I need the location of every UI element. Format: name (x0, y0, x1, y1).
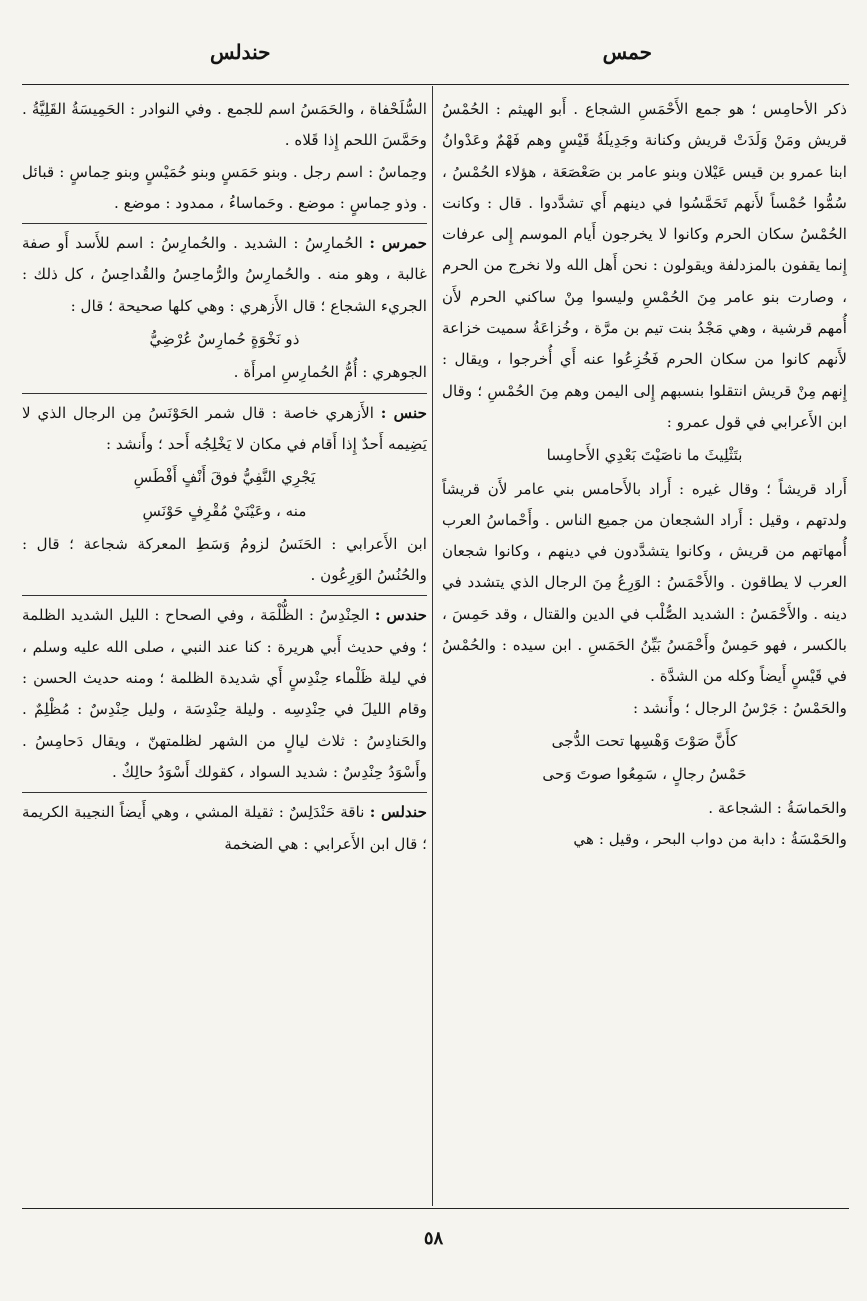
left-column (22, 94, 427, 1204)
entry-handalis (22, 797, 427, 860)
entry-hamras (22, 228, 427, 322)
verse-line: بتَثْلِيثَ ما ناصَيْتَ بَعْدِي الأَحامِسا (546, 446, 743, 465)
entry-headword: حندلس : (369, 803, 427, 822)
entry-text: الحُمارِسُ : الشديد . والحُمارِسُ : اسم للأَسد أَو صفة غالبة ، وهو منه . والحُمارِسُ والرُّماحِسُ والقُداحِسُ ، كل ذلك : الجريء الشجاع ؛ قال الأَزهري : وهي كلها صحيحة ؛ قال : (22, 234, 427, 315)
footer-rule (22, 1208, 849, 1209)
entry-headword: حمرس : (369, 234, 427, 253)
entry-separator (22, 595, 427, 596)
column-divider (432, 86, 433, 1206)
entry-separator (22, 393, 427, 394)
entry-separator (22, 792, 427, 793)
paragraph: والحَمْسُ : جَرْسُ الرجال ؛ وأَنشد : (632, 698, 847, 717)
entry-hindis (22, 600, 427, 788)
header-rule (22, 84, 849, 85)
verse-line: كأَنَّ صَوْتَ وَهْسِها تحت الدُّجى (551, 731, 738, 750)
entry-separator (22, 223, 427, 224)
entry-hanas (22, 398, 427, 461)
paragraph: وحِماسٌ : اسم رجل . وبنو حَمَسٍ وبنو حُمَيْسٍ وبنو حِماسٍ : قبائل . وذو حِماسٍ : موضع . وحَماساءُ ، ممدود : موضع . (22, 162, 427, 212)
running-header-left: حندلس (210, 40, 271, 64)
entry-text: الأَزهري خاصة : قال شمر الحَوْنَسُ مِن الرجال الذي لا يَضِيمه أَحدٌ إِذا أَقام في مكان لا يَخْلِجُه أَحد ؛ وأَنشد : (22, 403, 427, 453)
paragraph: أَراد قريشاً ؛ وقال غيره : أَراد بالأَحامس بني عامر لأَن قريشاً ولدتهم ، وقيل : أَراد الشجعان من جميع الناس . وأَحْماسُ العرب أُمهاتهم من قريش ، وكانوا يتشدَّدون في دينهم ، وكانوا شجعان العرب لا يطاقون . والأَحْمَسُ : الوَرِعُ مِنَ الرجال الذي يتشدد في دينه . والأَحْمَسُ : الشديد الصُّلْب في الدين والقتال ، وقد حَمِسَ ، بالكسر ، فهو حَمِسٌ وأَحْمَسُ بَيِّنُ الحَمَسِ . ابن سيده : والحُمْسُ في قَيْسٍ أَيضاً وكله من الشدَّة . (442, 479, 847, 686)
paragraph: ابن الأَعرابي : الحَنَسُ لزومُ وَسَطِ المعركة شجاعة ؛ قال : والحُنُسُ الوَرِعُون . (22, 534, 427, 585)
verse-line: منه ، وعَيْنَيْ مُقْرِفٍ حَوْنَسِ (142, 501, 307, 520)
verse-line: حَمْسُ رجالٍ ، سَمِعُوا صوتَ وَحى (542, 765, 747, 784)
running-header-right: حمس (602, 40, 652, 64)
paragraph: السُّلَحْفاة ، والحَمَسُ اسم للجمع . وفي النوادر : الحَمِيسَةُ القَلِيَّةُ . وحَمَّسَ اللحم إِذا قَلاه . (22, 100, 427, 150)
paragraph: ذكر الأحامِس ؛ هو جمع الأَحْمَسِ الشجاع . أَبو الهيثم : الحُمْسُ قريش ومَنْ وَلَدَتْ قريش وكنانة وجَدِيلَةُ قَيْسٍ وهم فَهْمٌ وعَدْوانُ ابنا عمرو بن قيس عَيْلان وبنو عامر بن صَعْصَعَة ، هؤلاء الحُمْسُ ، سُمُّوا حُمْساً لأَنهم تَحَمَّسُوا في دينهم أَي تشدَّدوا . قال : وكانت الحُمْسُ سكان الحرم وكانوا لا يخرجون أَيام الموسم إِلى عرفات إِنما يقفون بالمزدلفة ويقولون : نحن أَهل الله ولا نخرج من الحرم ، وصارت بنو عامر مِنَ الحُمْسِ وليسوا مِنْ ساكني الحرم لأَن أُمهم قرشية ، وهي مَجْدُ بنت تيم بن مرَّة ، وخُزاعَةُ سميت خزاعة لأَنهم كانوا من سكان الحرم فَخُزِعُوا عنه أَي أُخرجوا ، ويقال : إِنهم مِنْ قريش انتقلوا بنسبهم إِلى اليمن وهم مِنَ الحُمْسِ ؛ وقال ابن الأَعرابي في قول عمرو : (442, 100, 847, 431)
entry-text: ناقة حَنْدَلِسٌ : ثقيلة المشي ، وهي أَيضاً النجيبة الكريمة ؛ قال ابن الأَعرابي : هي الضخمة (22, 803, 427, 853)
paragraph: والحَماسَةُ : الشجاعة . (708, 798, 847, 817)
verse-line: يَجْرِي النَّفِيُّ فوقَ أَنْفٍ أَفْطَسِ (133, 468, 316, 487)
entry-headword: حندس : (374, 606, 427, 625)
entry-text: الحِنْدِسُ : الظُّلْمَة ، وفي الصحاح : الليل الشديد الظلمة ؛ وفي حديث أَبي هريرة : كنا عند النبي ، صلى الله عليه وسلم ، في ليلة ظَلْماء حِنْدِسٍ أَي شديدة الظلمة ؛ ومنه حديث الحسن : وقام الليلَ في حِنْدِسِه . وليلة حِنْدِسَة ، وليل حِنْدِسٌ : مُظْلِمٌ . والحَنادِسُ : ثلاث ليالٍ من الشهر لظلمتهنّ ، ويقال دَحامِسُ . وأَسْوَدُ حِنْدِسٌ : شديد السواد ، كقولك أَسْوَدُ حالِكٌ . (22, 606, 427, 781)
entry-headword: حنس : (380, 403, 427, 422)
page-number: ٥٨ (423, 1228, 444, 1249)
right-column (442, 94, 847, 1204)
paragraph: والحَمْسَةُ : دابة من دواب البحر ، وقيل : هي (573, 829, 847, 848)
paragraph: الجوهري : أُمُّ الحُمارِسِ امرأَة . (233, 363, 427, 382)
verse-line: ذو نَخْوَةٍ حُمارِسٌ عُرْضِيُّ (149, 330, 300, 349)
